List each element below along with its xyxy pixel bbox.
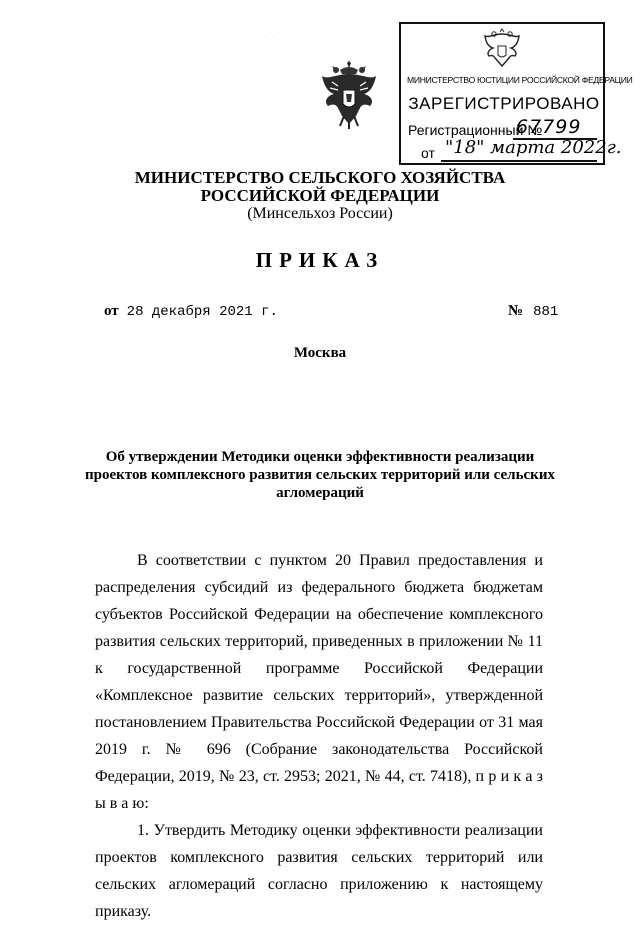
org-name-line2: РОССИЙСКОЙ ФЕДЕРАЦИИ — [200, 186, 440, 205]
stamp-regnum-value: 67799 — [516, 116, 582, 138]
state-emblem-icon — [318, 60, 380, 130]
org-name-line1: МИНИСТЕРСТВО СЕЛЬСКОГО ХОЗЯЙСТВА — [134, 168, 506, 187]
stamp-date-underline — [441, 160, 597, 162]
org-short-name: (Минсельхоз России) — [247, 205, 393, 222]
body-paragraph-item-1: 1. Утвердить Методику оценки эффективности реализации проектов комплексного развития сельских территорий или сельских агломераций согласно приложению к настоящему приказу. — [95, 822, 543, 920]
stamp-date-value: "18" марта 2022г. — [445, 137, 622, 158]
scan-artifact-dots: · · — [270, 30, 282, 36]
order-title-line3: агломераций — [276, 485, 364, 501]
number-value: 881 — [533, 304, 559, 320]
city: Москва — [293, 345, 347, 361]
stamp-registered-label: ЗАРЕГИСТРИРОВАНО — [408, 94, 600, 113]
order-date — [104, 302, 278, 320]
order-title-line1: Об утверждении Методики оценки эффективности реализации — [105, 449, 535, 465]
stamp-date-label: от — [421, 145, 435, 161]
date-prefix: от — [104, 303, 119, 319]
document-type: ПРИКАЗ — [255, 248, 385, 272]
stamp-ministry-name: МИНИСТЕРСТВО ЮСТИЦИИ РОССИЙСКОЙ ФЕДЕРАЦИИ — [407, 75, 633, 85]
order-title-line2: проектов комплексного развития сельских территорий или сельских — [85, 467, 555, 483]
stamp-regnum-label: Регистрационный № — [408, 122, 543, 138]
order-number — [508, 302, 558, 320]
number-prefix: № — [508, 303, 524, 319]
order-body — [95, 547, 543, 925]
stamp-emblem-icon — [481, 28, 523, 70]
date-value: 28 декабря 2021 г. — [126, 304, 278, 320]
registration-stamp — [399, 22, 633, 165]
body-paragraph-preamble: В соответствии с пунктом 20 Правил предоставления и распределения субсидий из федерального бюджета бюджетам субъектов Российской Федерации на обеспечение комплексного развития сельских территорий, приведенных в приложении № 11 к государственной программе Российской Федерации «Комплексное развитие сельских территорий», утвержденной постановлением Правительства Российской Федерации от 31 мая 2019 г. № 696 (Собрание законодательства Российской Федерации, 2019, № 23, ст. 2953; 2021, № 44, ст. 7418), п р и к а з ы в а ю: — [95, 552, 543, 812]
